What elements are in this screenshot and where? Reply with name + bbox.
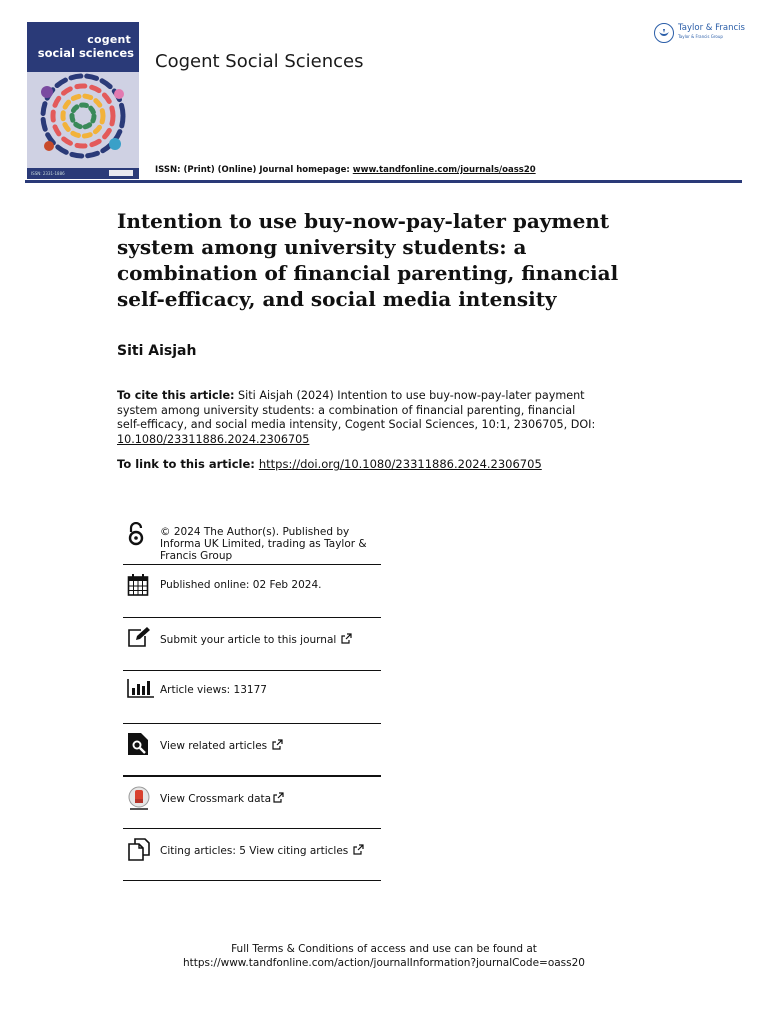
- open-access-icon: [127, 522, 145, 550]
- journal-title: Cogent Social Sciences: [155, 51, 364, 72]
- tf-logo-icon: [654, 23, 674, 43]
- calendar-icon: [127, 573, 149, 601]
- cite-text: Siti Aisjah (2024) Intention to use buy-now-pay-later payment system among university students: a combination of financial parenting, financial self-efficacy, and social media intensity, Cogent Social Sciences, 10:1, 2306705, DOI:: [117, 389, 596, 431]
- tf-logo-subtitle: Taylor & Francis Group: [678, 34, 723, 39]
- crossmark-link[interactable]: [160, 792, 284, 806]
- cover-footer: [27, 168, 139, 179]
- terms-line: Full Terms & Conditions of access and use can be found at: [231, 943, 537, 955]
- author-name: Siti Aisjah: [117, 343, 197, 359]
- issn-line: [155, 165, 536, 175]
- citing-articles-link[interactable]: [160, 844, 364, 858]
- issn-text: ISSN: (Print) (Online) Journal homepage:: [155, 165, 353, 175]
- edit-icon: [127, 626, 151, 652]
- crossmark-label: View Crossmark data: [160, 793, 272, 805]
- published-row: [123, 565, 381, 617]
- crossmark-row[interactable]: [123, 777, 381, 828]
- cover-brand: cogent: [87, 33, 131, 46]
- open-access-text: © 2024 The Author(s). Published by Informa UK Limited, trading as Taylor & Francis Group: [160, 526, 367, 562]
- routledge-logo: [109, 170, 133, 176]
- external-link-icon: [353, 844, 364, 858]
- cover-subtitle: social sciences: [37, 46, 134, 60]
- related-articles-label: View related articles: [160, 740, 268, 752]
- cover-header: [27, 22, 139, 72]
- search-document-icon: [127, 732, 149, 760]
- info-divider: [123, 880, 381, 881]
- submit-article-link[interactable]: [160, 633, 352, 647]
- journal-cover: [27, 22, 139, 179]
- cover-artwork: [27, 72, 139, 168]
- citing-articles-row[interactable]: [123, 829, 381, 881]
- cite-label: To cite this article:: [117, 389, 235, 402]
- tf-logo-name: Taylor & Francis: [678, 23, 745, 33]
- related-articles-row[interactable]: [123, 724, 381, 776]
- submit-article-label: Submit your article to this journal: [160, 634, 337, 646]
- citing-documents-icon: [127, 837, 151, 865]
- article-doi-link[interactable]: https://doi.org/10.1080/23311886.2024.2306705: [258, 457, 542, 471]
- open-access-row: [123, 520, 381, 564]
- citing-articles-label: Citing articles: 5 View citing articles: [160, 845, 349, 857]
- journal-homepage-link[interactable]: www.tandfonline.com/journals/oass20: [352, 165, 536, 175]
- crossmark-icon: [127, 786, 151, 816]
- link-label: To link to this article:: [117, 457, 255, 471]
- external-link-icon: [272, 739, 283, 753]
- article-views-text: Article views: 13177: [160, 684, 267, 696]
- external-link-icon: [273, 792, 284, 806]
- article-title: Intention to use buy-now-pay-later payment system among university students: a combination of financial parenting, financial self-efficacy, and social media intensity: [117, 209, 619, 311]
- bar-chart-icon: [127, 678, 155, 702]
- article-link-line: [117, 457, 542, 471]
- external-link-icon: [341, 633, 352, 647]
- article-views-row: [123, 671, 381, 723]
- cover-issn: ISSN: 2331-1886: [31, 171, 65, 176]
- submit-article-row[interactable]: [123, 618, 381, 670]
- terms-url[interactable]: https://www.tandfonline.com/action/journalInformation?journalCode=oass20: [183, 957, 585, 969]
- terms-footer: [0, 942, 768, 970]
- related-articles-link[interactable]: [160, 739, 283, 753]
- published-text: Published online: 02 Feb 2024.: [160, 579, 322, 591]
- header-divider: [25, 180, 742, 183]
- citation-block: [117, 389, 597, 447]
- cite-doi-link[interactable]: 10.1080/23311886.2024.2306705: [117, 432, 310, 446]
- taylor-francis-logo[interactable]: [654, 22, 746, 46]
